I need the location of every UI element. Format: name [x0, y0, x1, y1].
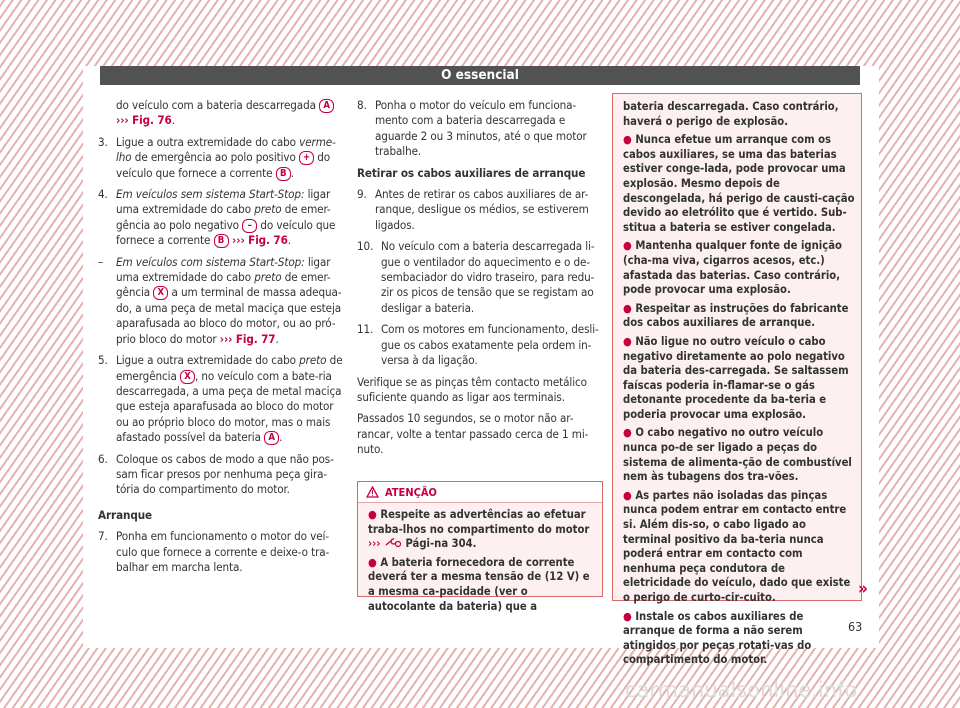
item-text: Ponha em funcionamento o motor do veí-culo que fornece a corrente e deixe-o tra-balhar em marcha lenta. [116, 529, 330, 574]
list-item-7 [98, 529, 346, 575]
bullet-icon: ● [623, 133, 632, 147]
item-number: 4. [98, 187, 108, 202]
item-text: No veículo com a bateria descarregada li-gue o ventilador do aquecimento e o de-sembaciador do vidro traseiro, para redu-zir os picos de tensão que se registam ao desligar a bateria. [381, 239, 595, 315]
warning-bullet: ● Mantenha qualquer fonte de ignição (cha-ma viva, cigarros acesos, etc.) afastada das baterias. Caso contrário, pode provocar uma explosão. [623, 239, 842, 297]
subheading-arranque: Arranque [98, 507, 152, 522]
item-text: Com os motores em funcionamento, desli-gue os cabos exatamente pela ordem in-versa à da ligação. [381, 322, 599, 368]
badge-b: B [214, 234, 229, 248]
list-item-10 [357, 239, 603, 316]
list-item-9 [357, 187, 603, 233]
item-number: 5. [98, 353, 108, 368]
warning-bullet: ● O cabo negativo no outro veículo nunca po-de ser ligado a peças do sistema de alimenta-ção de combustível nem às tubagens dos tra-vões. [623, 426, 852, 484]
list-item-dash: – Em veículos com sistema Start-Stop: ligar uma extremidade do cabo preto de emer-gência X a um terminal de massa adequa-do, a uma peça de metal maciça que esteja aparafusada ao bloco do motor, ou ao pró-prio bloco do motor ››› Fig. 77. [98, 254, 342, 346]
bullet-icon: ● [368, 555, 377, 569]
warning-triangle-icon [366, 486, 379, 498]
warning-bullet: ● A bateria fornecedora de corrente deverá ter a mesma tensão de (12 V) e a mesma ca-pacidade (ver o autocolante da bateria) que a [368, 555, 590, 613]
item-text: Coloque os cabos de modo a que não pos-sam ficar presos por nenhuma peça gira-tória do compartimento do motor. [116, 451, 334, 497]
list-item-11 [357, 322, 603, 368]
list-item-8 [357, 98, 603, 160]
warning-bullet: ● Instale os cabos auxiliares de arranque de forma a não serem atingidos por peças rotati-vas do compartimento do motor. [623, 609, 812, 667]
bullet-icon: ● [623, 488, 632, 502]
list-item-6 [98, 452, 346, 498]
item-dash: – [98, 254, 104, 269]
column-middle [357, 98, 603, 464]
warning-header [358, 482, 602, 503]
item-number: 3. [98, 134, 108, 149]
paragraph-retry: Passados 10 segundos, se o motor não ar-rancar, volte a tentar passado cerca de 1 mi-nuto. [357, 411, 589, 457]
continue-arrow-icon: » [858, 579, 868, 599]
warning-bullet: ● Nunca efetue um arranque com os cabos auxiliares, se uma das baterias estiver conge-lada, pode provocar uma explosão. Mesmo depois de descongelada, há perigo de causti-cação devido ao eletrólito que é vertido. Sub-stitua a bateria se estiver congelada. [623, 133, 855, 234]
item-number: 8. [357, 98, 367, 112]
list-item-continuation: do veículo com a bateria descarregada A ››› Fig. 76. [98, 98, 346, 129]
warning-bullet: ● Respeite as advertências ao efetuar traba-lhos no compartimento do motor ››› Pági-na 304. [368, 508, 590, 551]
warning-intro: bateria descarregada. Caso contrário, haverá o perigo de explosão. [623, 100, 839, 128]
bullet-icon: ● [623, 239, 632, 253]
page-number: 63 [848, 619, 863, 634]
item-number: 11. [357, 322, 374, 337]
paragraph-check: Verifique se as pinças têm contacto metálico suficiente quando as ligar aos terminais. [357, 374, 587, 404]
section-header: O essencial [100, 66, 860, 85]
page-reference-link[interactable]: ››› [368, 537, 384, 551]
bullet-icon: ● [623, 609, 632, 623]
badge-x: X [153, 286, 168, 300]
subheading-retirar: Retirar os cabos auxiliares de arranque [357, 165, 586, 180]
badge-plus: + [299, 151, 314, 165]
badge-x: X [180, 370, 195, 384]
warning-bullet: ● As partes não isoladas das pinças nunca podem entrar em contacto entre si. Além dis-so, o cabo ligado ao terminal positivo da ba-teria nunca poderá entrar em contacto com nenhuma peça condutora de eletricidade do veículo, dado que existe o perigo de curto-cir-cuito. [623, 488, 851, 604]
item-number: 10. [357, 239, 374, 254]
list-item-4: 4. Em veículos sem sistema Start-Stop: ligar uma extremidade do cabo preto de emer-gência ao polo negativo – do veículo que fornece a corrente B ››› Fig. 76. [98, 187, 336, 248]
warning-title: ATENÇÃO [385, 485, 437, 499]
badge-a: A [264, 431, 279, 445]
item-number: 6. [98, 451, 108, 466]
item-number: 7. [98, 529, 108, 544]
figure-reference-link[interactable]: ››› Fig. 77 [219, 331, 276, 346]
bullet-icon: ● [368, 508, 377, 521]
bullet-icon: ● [623, 334, 632, 348]
list-item-3: 3. Ligue a outra extremidade do cabo verme-lho de emergência ao polo positivo + do veículo que fornece a corrente B . [98, 134, 336, 180]
item-text: Ponha o motor do veículo em funciona-mento com a bateria descarregada e aguarde 2 ou 3 minutos, até o que motor trabalhe. [375, 98, 587, 159]
list-item-5: 5. Ligue a outra extremidade do cabo preto de emergência X , no veículo com a bate-ria descarregada, a uma peça de metal maciça que esteja aparafusada ao bloco do motor ou ao próprio bloco do motor, mas o mais afastado possível da bateria A . [98, 353, 343, 445]
item-text: Antes de retirar os cabos auxiliares de ar-ranque, desligue os médios, se estiverem ligados. [375, 187, 589, 232]
column-left [98, 98, 346, 581]
item-number: 9. [357, 187, 367, 202]
badge-minus: – [242, 219, 257, 233]
figure-reference-link[interactable]: ››› Fig. 76 [116, 113, 172, 128]
badge-a: A [319, 99, 334, 113]
badge-b: B [276, 167, 291, 181]
warning-box [357, 481, 603, 613]
watermark: carmanualsonline.info [625, 678, 858, 702]
warning-bullet: ● Não ligue no outro veículo o cabo negativo diretamente ao polo negativo da bateria des-carregada. Se saltassem faíscas poderia in-flamar-se o gás detonante procedente da ba-teria e poderia provocar uma explosão. [623, 334, 849, 421]
figure-reference-link[interactable]: ››› Fig. 76 [228, 233, 288, 248]
warning-bullet: ● Respeitar as instruções do fabricante dos cabos auxiliares de arranque. [623, 301, 849, 330]
bullet-icon: ● [623, 426, 632, 440]
bullet-icon: ● [623, 301, 632, 315]
wrench-icon [384, 537, 402, 548]
